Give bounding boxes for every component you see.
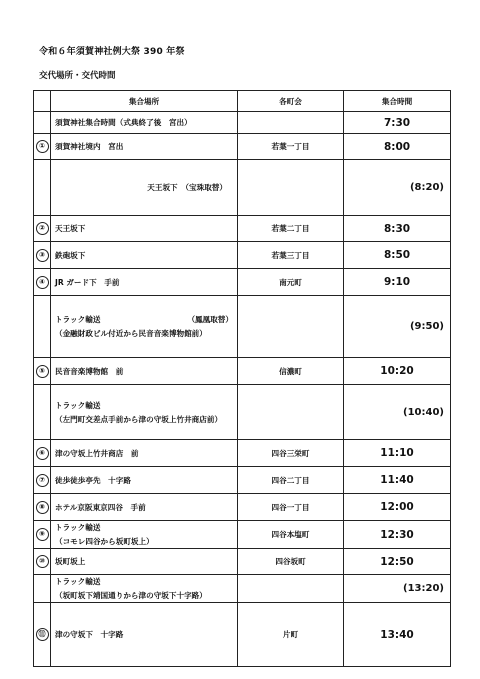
table-row [34,112,451,134]
row-town: 四谷本塩町 [238,521,344,549]
row-place-cell [51,296,238,358]
row-time: 7:30 [344,112,451,134]
row-num [34,160,51,216]
row-num [34,603,51,667]
row-town: 若葉一丁目 [238,134,344,160]
row-num-badge: ④ [36,276,49,289]
row-time: (10:40) [344,385,451,440]
row-time: 11:40 [344,467,451,494]
row-num [34,467,51,494]
row-num [34,494,51,521]
row-place: トラック輸送 [55,315,101,324]
row-place-detail: （左門町交差点手前から津の守坂上竹井商店前） [55,414,223,424]
row-place: トラック輸送 [55,523,101,532]
table-row [34,494,451,521]
document-subtitle: 交代場所・交代時間 [39,71,116,81]
row-town [238,296,344,358]
header-time: 集合時間 [344,91,451,112]
row-place: 天王坂下 （宝珠取替） [51,160,238,216]
row-time: 11:10 [344,440,451,467]
row-num-badge: ⑥ [36,447,49,460]
row-town: 四谷坂町 [238,549,344,575]
row-time: 13:40 [344,603,451,667]
row-num [34,521,51,549]
row-time: (8:20) [344,160,451,216]
table-row [34,521,451,549]
row-place-detail: （コモレ四谷から坂町坂上） [55,537,154,546]
row-town: 若葉二丁目 [238,216,344,242]
row-place-line1 [55,314,233,325]
row-time: 12:50 [344,549,451,575]
row-time: (9:50) [344,296,451,358]
table-row [34,575,451,603]
schedule-table [33,90,451,667]
table-row [34,296,451,358]
row-time: 12:30 [344,521,451,549]
row-num-badge: ⑧ [36,501,49,514]
row-time: (13:20) [344,575,451,603]
row-num [34,296,51,358]
row-time: 8:50 [344,242,451,269]
row-num-badge: ⑩ [36,555,49,568]
header-num-cell [34,91,51,112]
row-num [34,242,51,269]
table-row [34,134,451,160]
row-num [34,385,51,440]
row-time: 12:00 [344,494,451,521]
row-place: 徒歩徒歩亭先 十字路 [51,467,238,494]
row-num-badge: ② [36,222,49,235]
row-place-cell [51,521,238,549]
table-row [34,549,451,575]
row-place-note: （鳳凰取替） [187,315,233,324]
row-place: 津の守坂上竹井商店 前 [51,440,238,467]
row-num [34,440,51,467]
row-place: 天王坂下 [51,216,238,242]
row-place-cell [51,575,238,603]
row-num-badge: ⑦ [36,474,49,487]
row-place: 民音音楽博物館 前 [51,358,238,385]
row-place: JR ガード下 手前 [51,269,238,296]
row-place: トラック輸送 [55,577,101,586]
row-time: 8:00 [344,134,451,160]
row-num [34,216,51,242]
row-num [34,575,51,603]
row-town [238,160,344,216]
row-town [238,385,344,440]
table-row [34,216,451,242]
row-town: 南元町 [238,269,344,296]
row-time: 10:20 [344,358,451,385]
table-row [34,385,451,440]
table-row [34,603,451,667]
row-place: 須賀神社集合時間（式典終了後 宮出） [51,112,238,134]
table-row [34,160,451,216]
row-place: 坂町坂上 [51,549,238,575]
row-num-badge: ① [36,140,49,153]
row-place: 須賀神社境内 宮出 [51,134,238,160]
row-place-detail: （金融財政ビル付近から民音音楽博物館前） [55,329,207,338]
table-row [34,358,451,385]
document-title: 令和６年須賀神社例大祭 390 年祭 [39,47,185,57]
row-town: 信濃町 [238,358,344,385]
table-row [34,467,451,494]
table-row [34,440,451,467]
header-place: 集合場所 [51,91,238,112]
row-town: 四谷三栄町 [238,440,344,467]
row-place: トラック輸送 [55,400,101,410]
row-town: 四谷二丁目 [238,467,344,494]
row-town [238,575,344,603]
row-place: 津の守坂下 十字路 [51,603,238,667]
row-time: 9:10 [344,269,451,296]
row-num-badge: ⑪ [36,628,49,641]
row-num [34,112,51,134]
row-town: 四谷一丁目 [238,494,344,521]
row-town: 片町 [238,603,344,667]
row-num-badge: ⑨ [36,528,49,541]
row-place-cell [51,385,238,440]
row-town [238,112,344,134]
row-num [34,549,51,575]
row-town: 若葉三丁目 [238,242,344,269]
header-town: 各町会 [238,91,344,112]
table-row [34,269,451,296]
row-num [34,269,51,296]
table-row [34,242,451,269]
table-header-row [34,91,451,112]
row-place: 鉄砲坂下 [51,242,238,269]
row-time: 8:30 [344,216,451,242]
row-num [34,358,51,385]
row-place-detail: （坂町坂下靖国通りから津の守坂下十字路） [55,591,207,600]
row-num-badge: ⑤ [36,365,49,378]
row-place: ホテル京阪東京四谷 手前 [51,494,238,521]
row-num-badge: ③ [36,249,49,262]
row-num [34,134,51,160]
